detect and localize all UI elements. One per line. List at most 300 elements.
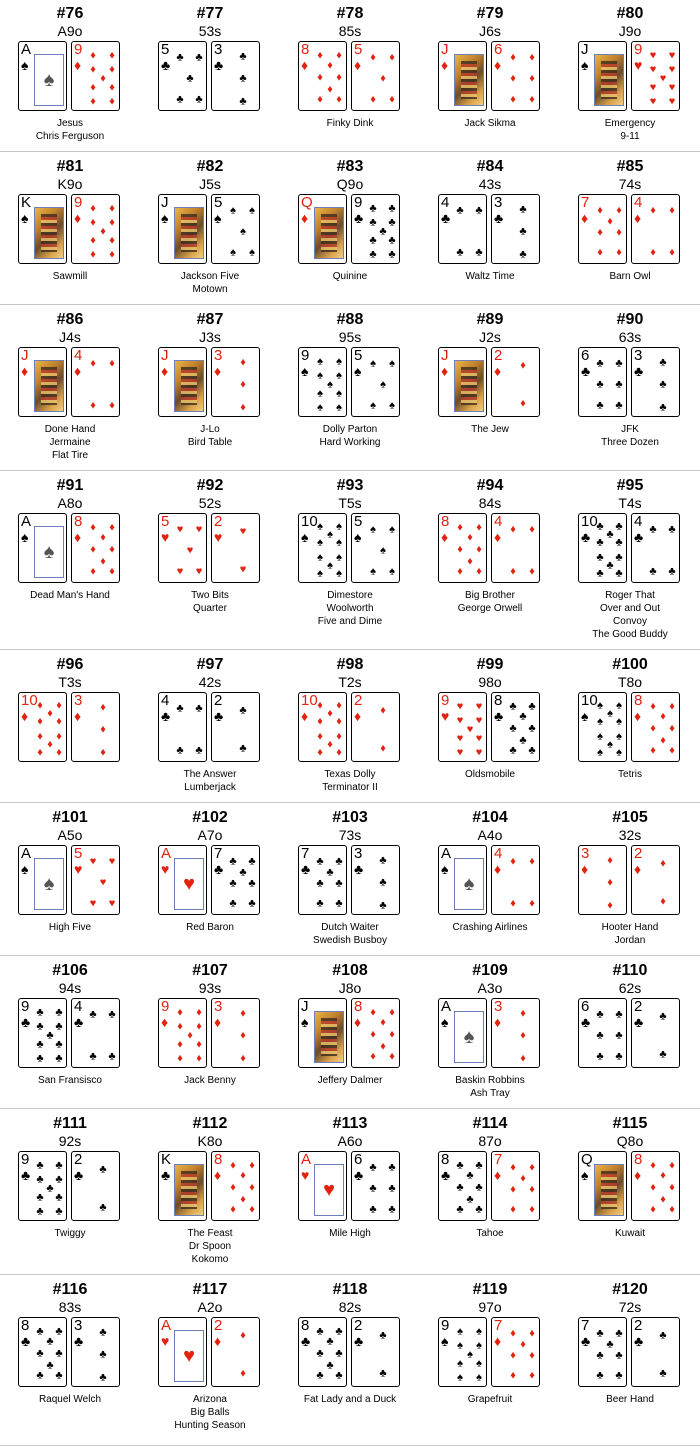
club-icon: ♣	[195, 744, 203, 757]
playing-card	[298, 1317, 347, 1387]
diamond-icon: ♦	[317, 715, 323, 728]
diamond-icon: ♦	[336, 730, 342, 743]
diamond-icon: ♦	[214, 363, 222, 379]
playing-card	[211, 347, 260, 417]
club-icon: ♣	[239, 742, 247, 755]
hand-code: J2s	[479, 329, 501, 345]
club-icon: ♣	[659, 1048, 667, 1061]
hand-cell	[560, 957, 700, 1107]
diamond-icon: ♦	[74, 529, 82, 545]
diamond-icon: ♦	[90, 216, 96, 229]
hand-cards	[438, 692, 542, 764]
club-icon: ♣	[55, 1205, 63, 1218]
hand-nickname: Roger That	[605, 590, 655, 601]
hand-code: 43s	[478, 176, 502, 192]
club-icon: ♣	[36, 1020, 44, 1033]
hand-rank: #78	[336, 5, 364, 22]
diamond-icon: ♦	[177, 1020, 183, 1033]
club-icon: ♣	[668, 565, 676, 578]
diamond-icon: ♦	[529, 897, 535, 910]
hand-code: 82s	[338, 1299, 362, 1315]
playing-card	[491, 845, 540, 915]
hand-cell	[560, 1276, 700, 1444]
club-icon: ♣	[528, 700, 536, 713]
playing-card	[578, 998, 627, 1068]
hand-code: 97o	[478, 1299, 502, 1315]
nickname-list	[0, 921, 140, 934]
diamond-icon: ♦	[467, 555, 473, 568]
hand-code: 42s	[198, 674, 222, 690]
hand-nickname: Motown	[192, 284, 228, 295]
hand-cell	[420, 1110, 560, 1273]
playing-card	[211, 1151, 260, 1221]
hand-row	[0, 651, 700, 801]
club-icon: ♣	[316, 855, 324, 868]
club-icon: ♣	[99, 1348, 107, 1361]
club-icon: ♣	[369, 248, 377, 261]
card-rank: 6	[581, 347, 590, 364]
diamond-icon: ♦	[177, 1006, 183, 1019]
club-icon: ♣	[659, 356, 667, 369]
hand-code: 73s	[338, 827, 362, 843]
diamond-icon: ♦	[317, 93, 323, 106]
hand-rank: #107	[192, 962, 228, 979]
club-icon: ♣	[108, 1008, 116, 1021]
playing-card	[158, 998, 207, 1068]
hand-cell	[560, 804, 700, 954]
hand-rank: #108	[332, 962, 368, 979]
hand-rank: #80	[616, 5, 644, 22]
diamond-icon: ♦	[354, 1014, 362, 1030]
hand-nickname: Big Balls	[190, 1407, 230, 1418]
court-card-portrait	[594, 54, 624, 106]
playing-card	[491, 1151, 540, 1221]
heart-icon: ♥	[239, 563, 247, 576]
club-icon: ♣	[634, 1333, 644, 1349]
heart-icon: ♥	[74, 861, 83, 877]
diamond-icon: ♦	[389, 1028, 395, 1041]
diamond-icon: ♦	[336, 715, 342, 728]
club-icon: ♣	[388, 1182, 396, 1195]
playing-card	[631, 1151, 680, 1221]
hand-rank: #103	[332, 809, 368, 826]
hand-code: 72s	[618, 1299, 642, 1315]
playing-card	[438, 194, 487, 264]
card-rank: 9	[441, 1317, 450, 1334]
diamond-icon: ♦	[581, 210, 589, 226]
card-rank: 3	[494, 998, 503, 1015]
club-icon: ♣	[528, 744, 536, 757]
diamond-icon: ♦	[109, 357, 115, 370]
diamond-icon: ♦	[520, 1338, 526, 1351]
hand-cards	[158, 513, 262, 585]
diamond-icon: ♦	[650, 1181, 656, 1194]
hand-code: A6o	[337, 1133, 363, 1149]
hand-rank: #81	[56, 158, 84, 175]
hand-row	[0, 306, 700, 469]
hand-nickname: Bird Table	[187, 437, 233, 448]
heart-icon: ♥	[161, 861, 170, 877]
diamond-icon: ♦	[214, 1167, 222, 1183]
spade-icon: ♠	[457, 1339, 463, 1352]
nickname-list	[280, 1074, 420, 1087]
club-icon: ♣	[615, 1050, 623, 1063]
spade-icon: ♠	[327, 559, 333, 572]
heart-icon: ♥	[475, 746, 483, 759]
diamond-icon: ♦	[669, 1159, 675, 1172]
club-icon: ♣	[581, 1014, 591, 1030]
playing-card	[631, 692, 680, 762]
spade-icon: ♠	[230, 204, 236, 217]
playing-card	[578, 194, 627, 264]
heart-icon: ♥	[649, 63, 657, 76]
hand-row	[0, 1276, 700, 1444]
row-separator	[0, 1108, 700, 1109]
diamond-icon: ♦	[529, 565, 535, 578]
spade-icon: ♠	[389, 523, 395, 536]
hand-row	[0, 1110, 700, 1273]
club-icon: ♣	[596, 1327, 604, 1340]
club-icon: ♣	[615, 567, 623, 580]
club-icon: ♣	[316, 1325, 324, 1338]
hand-cell	[0, 0, 140, 150]
nickname-list	[0, 1074, 140, 1087]
card-rank: J	[161, 347, 169, 364]
hand-code: 83s	[58, 1299, 82, 1315]
diamond-icon: ♦	[457, 565, 463, 578]
diamond-icon: ♦	[109, 565, 115, 578]
diamond-icon: ♦	[389, 93, 395, 106]
hand-cell	[420, 472, 560, 648]
spade-icon: ♠	[457, 1371, 463, 1384]
diamond-icon: ♦	[214, 1333, 222, 1349]
hand-cards	[578, 692, 682, 764]
card-rank: 8	[301, 41, 310, 58]
hand-rank: #77	[196, 5, 224, 22]
diamond-icon: ♦	[100, 225, 106, 238]
card-rank: A	[21, 513, 32, 530]
club-icon: ♣	[596, 399, 604, 412]
hand-nickname: Jackson Five	[180, 271, 240, 282]
diamond-icon: ♦	[634, 210, 642, 226]
diamond-icon: ♦	[510, 1369, 516, 1382]
hand-code: T4s	[618, 495, 642, 511]
diamond-icon: ♦	[336, 93, 342, 106]
diamond-icon: ♦	[529, 1183, 535, 1196]
spade-icon: ♠	[476, 1357, 482, 1370]
hand-nickname: Kuwait	[614, 1228, 645, 1239]
club-icon: ♣	[36, 1205, 44, 1218]
club-icon: ♣	[354, 861, 364, 877]
diamond-icon: ♦	[669, 744, 675, 757]
nickname-list	[280, 1227, 420, 1240]
card-rank: J	[441, 41, 449, 58]
hand-code: 74s	[618, 176, 642, 192]
club-icon: ♣	[581, 363, 591, 379]
hand-code: A5o	[57, 827, 83, 843]
card-rank: 2	[74, 1151, 83, 1168]
heart-icon: ♥	[89, 897, 97, 910]
spade-icon: ♠	[389, 565, 395, 578]
playing-card	[438, 1317, 487, 1387]
hand-code: J8o	[338, 980, 362, 996]
spade-icon: ♠	[616, 699, 622, 712]
diamond-icon: ♦	[669, 204, 675, 217]
hand-cards	[578, 347, 682, 419]
club-icon: ♣	[475, 1159, 483, 1172]
hand-nickname: San Fransisco	[38, 1075, 102, 1086]
club-icon: ♣	[596, 1050, 604, 1063]
hand-cards	[158, 194, 262, 266]
diamond-icon: ♦	[650, 204, 656, 217]
nickname-list	[280, 589, 420, 628]
hand-nickname: Waltz Time	[465, 271, 515, 282]
hand-nickname: Oldsmobile	[464, 769, 516, 780]
diamond-icon: ♦	[616, 246, 622, 259]
hand-nickname: Ash Tray	[470, 1088, 510, 1099]
diamond-icon: ♦	[457, 521, 463, 534]
playing-card	[71, 845, 120, 915]
spade-icon: ♠	[441, 1014, 449, 1030]
spade-icon: ♠	[43, 541, 55, 563]
playing-card	[491, 998, 540, 1068]
diamond-icon: ♦	[74, 210, 82, 226]
hand-rank: #114	[472, 1115, 508, 1132]
hand-cards	[578, 845, 682, 917]
spade-icon: ♠	[463, 1026, 475, 1048]
spade-icon: ♠	[476, 1339, 482, 1352]
hand-cell	[0, 472, 140, 648]
hand-cards	[578, 194, 682, 266]
card-rank: 10	[301, 692, 318, 709]
playing-card	[491, 41, 540, 111]
hand-code: 93s	[198, 980, 222, 996]
heart-icon: ♥	[176, 523, 184, 536]
hand-nickname: Crashing Airlines	[452, 922, 528, 933]
club-icon: ♣	[354, 210, 364, 226]
diamond-icon: ♦	[650, 700, 656, 713]
diamond-icon: ♦	[249, 1159, 255, 1172]
club-icon: ♣	[176, 744, 184, 757]
diamond-icon: ♦	[317, 49, 323, 62]
nickname-list	[420, 423, 560, 436]
club-icon: ♣	[326, 1335, 334, 1348]
heart-icon: ♥	[99, 876, 107, 889]
diamond-icon: ♦	[90, 95, 96, 108]
hand-cell	[560, 472, 700, 648]
hand-nickname: Convoy	[613, 616, 647, 627]
card-rank: J	[301, 998, 309, 1015]
spade-icon: ♠	[301, 1014, 309, 1030]
club-icon: ♣	[316, 877, 324, 890]
diamond-icon: ♦	[196, 1038, 202, 1051]
club-icon: ♣	[46, 1359, 54, 1372]
diamond-icon: ♦	[327, 59, 333, 72]
nickname-list	[140, 423, 280, 449]
hand-code: T3s	[58, 674, 82, 690]
club-icon: ♣	[239, 704, 247, 717]
diamond-icon: ♦	[597, 246, 603, 259]
heart-icon: ♥	[649, 49, 657, 62]
nickname-list	[560, 589, 700, 641]
nickname-list	[140, 768, 280, 794]
diamond-icon: ♦	[301, 708, 309, 724]
heart-icon: ♥	[214, 529, 223, 545]
hand-rank: #113	[332, 1115, 368, 1132]
club-icon: ♣	[596, 551, 604, 564]
hand-code: 53s	[198, 23, 222, 39]
club-icon: ♣	[369, 1203, 377, 1216]
card-rank: 8	[441, 513, 450, 530]
diamond-icon: ♦	[240, 1007, 246, 1020]
card-rank: 9	[354, 194, 363, 211]
diamond-icon: ♦	[47, 738, 53, 751]
hand-nickname: Kokomo	[191, 1254, 229, 1265]
spade-icon: ♠	[380, 378, 386, 391]
hand-cards	[438, 194, 542, 266]
hand-rank: #115	[612, 1115, 648, 1132]
row-separator	[0, 1274, 700, 1275]
hand-code: K8o	[197, 1133, 223, 1149]
diamond-icon: ♦	[74, 708, 82, 724]
hand-cards	[438, 845, 542, 917]
card-rank: 4	[634, 513, 643, 530]
diamond-icon: ♦	[109, 63, 115, 76]
diamond-icon: ♦	[109, 248, 115, 261]
hand-cell	[420, 651, 560, 801]
court-card-portrait	[174, 207, 204, 259]
diamond-icon: ♦	[37, 715, 43, 728]
club-icon: ♣	[46, 1182, 54, 1195]
card-rank: 5	[354, 513, 363, 530]
club-icon: ♣	[239, 50, 247, 63]
hand-code: A4o	[477, 827, 503, 843]
diamond-icon: ♦	[494, 57, 502, 73]
card-rank: K	[21, 194, 32, 211]
playing-card	[298, 513, 347, 583]
nickname-list	[420, 768, 560, 781]
club-icon: ♣	[335, 1369, 343, 1382]
playing-card	[211, 692, 260, 762]
heart-icon: ♥	[195, 523, 203, 536]
hand-nickname: Done Hand	[44, 424, 96, 435]
hand-cell	[560, 1110, 700, 1273]
diamond-icon: ♦	[327, 83, 333, 96]
hand-cards	[298, 998, 402, 1070]
card-rank: 3	[354, 845, 363, 862]
card-rank: 2	[214, 513, 223, 530]
card-rank: 5	[354, 347, 363, 364]
diamond-icon: ♦	[177, 1052, 183, 1065]
diamond-icon: ♦	[90, 63, 96, 76]
diamond-icon: ♦	[494, 529, 502, 545]
heart-icon: ♥	[659, 72, 667, 85]
hand-rank: #87	[196, 311, 224, 328]
hand-cell	[140, 472, 280, 648]
hand-nickname: Jack Benny	[184, 1075, 236, 1086]
diamond-icon: ♦	[90, 565, 96, 578]
club-icon: ♣	[615, 357, 623, 370]
diamond-icon: ♦	[90, 81, 96, 94]
spade-icon: ♠	[370, 357, 376, 370]
diamond-icon: ♦	[520, 1052, 526, 1065]
nickname-list	[140, 921, 280, 934]
hand-rank: #93	[336, 477, 364, 494]
card-rank: 2	[354, 692, 363, 709]
club-icon: ♣	[659, 1010, 667, 1023]
spade-icon: ♠	[380, 544, 386, 557]
playing-card	[18, 194, 67, 264]
club-icon: ♣	[475, 204, 483, 217]
diamond-icon: ♦	[370, 1050, 376, 1063]
hand-code: 98o	[478, 674, 502, 690]
playing-card	[631, 347, 680, 417]
diamond-icon: ♦	[327, 738, 333, 751]
diamond-icon: ♦	[529, 72, 535, 85]
diamond-icon: ♦	[389, 1050, 395, 1063]
diamond-icon: ♦	[669, 246, 675, 259]
spade-icon: ♠	[317, 536, 323, 549]
spade-icon: ♠	[327, 528, 333, 541]
nickname-list	[420, 270, 560, 283]
club-icon: ♣	[176, 51, 184, 64]
hand-cards	[298, 1317, 402, 1389]
diamond-icon: ♦	[240, 401, 246, 414]
hand-cards	[158, 347, 262, 419]
diamond-icon: ♦	[90, 521, 96, 534]
club-icon: ♣	[634, 529, 644, 545]
club-icon: ♣	[161, 708, 171, 724]
diamond-icon: ♦	[100, 723, 106, 736]
club-icon: ♣	[369, 234, 377, 247]
diamond-icon: ♦	[240, 1052, 246, 1065]
club-icon: ♣	[388, 1203, 396, 1216]
club-icon: ♣	[634, 363, 644, 379]
diamond-icon: ♦	[510, 1349, 516, 1362]
hand-rank: #111	[53, 1115, 87, 1132]
card-rank: 10	[581, 513, 598, 530]
hand-cell	[280, 1110, 420, 1273]
card-rank: 8	[441, 1151, 450, 1168]
diamond-icon: ♦	[336, 699, 342, 712]
club-icon: ♣	[195, 702, 203, 715]
diamond-icon: ♦	[56, 715, 62, 728]
club-icon: ♣	[326, 1359, 334, 1372]
playing-card	[18, 347, 67, 417]
hand-cards	[298, 692, 402, 764]
club-icon: ♣	[659, 1367, 667, 1380]
spade-icon: ♠	[607, 738, 613, 751]
card-rank: 5	[161, 513, 170, 530]
club-icon: ♣	[46, 1029, 54, 1042]
diamond-icon: ♦	[74, 57, 82, 73]
club-icon: ♣	[99, 1163, 107, 1176]
diamond-icon: ♦	[520, 397, 526, 410]
diamond-icon: ♦	[317, 71, 323, 84]
club-icon: ♣	[239, 72, 247, 85]
playing-card	[298, 1151, 347, 1221]
playing-card	[158, 41, 207, 111]
hand-cell	[280, 1276, 420, 1444]
nickname-list	[420, 1227, 560, 1240]
hand-nickname: 9-11	[620, 131, 640, 142]
card-rank: 3	[214, 41, 223, 58]
card-rank: 6	[354, 1151, 363, 1168]
hand-nickname: Terminator II	[322, 782, 378, 793]
spade-icon: ♠	[240, 225, 246, 238]
court-card-portrait	[314, 207, 344, 259]
club-icon: ♣	[55, 1038, 63, 1051]
